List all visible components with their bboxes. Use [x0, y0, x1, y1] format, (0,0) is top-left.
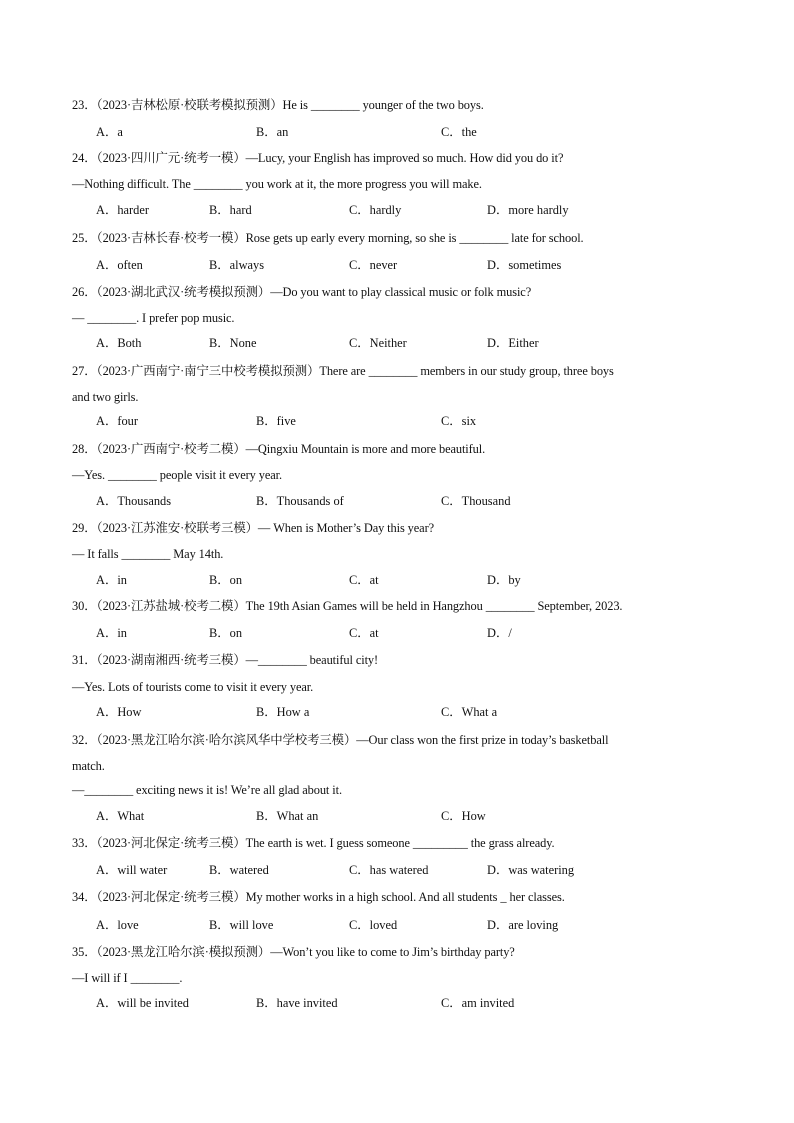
question-stem [72, 835, 555, 851]
question-text: 26．（2023·湖北武汉·统考模拟预测）—Do you want to play classical music or folk music? [72, 285, 532, 299]
answer-blank: ________ [130, 971, 180, 985]
answer-blank: _________ [412, 836, 468, 850]
question-stem [72, 230, 584, 246]
answer-option[interactable]: C．How [441, 809, 486, 823]
answer-blank: ________ [84, 783, 134, 797]
question-text: . [179, 971, 183, 985]
answer-blank: ________ [485, 599, 535, 613]
answer-option[interactable]: B．on [209, 573, 243, 587]
question-text: 24．（2023·四川广元·统考一模）—Lucy, your English has improved so much. How did you do it? [72, 151, 564, 165]
answer-blank: ________ [310, 98, 360, 112]
question-stem [72, 363, 614, 379]
answer-blank: ________ [108, 468, 157, 482]
answer-option[interactable]: A．will be invited [96, 996, 189, 1010]
question-text: 30．（2023·江苏盐城·校考二模）The 19th Asian Games will be held in Hangzhou [72, 599, 486, 613]
question-line [72, 782, 342, 798]
question-stem [72, 598, 622, 614]
answer-blank: ________ [87, 311, 137, 325]
question-text: 35．（2023·黑龙江哈尔滨·模拟预测）—Won’t you like to come to Jim’s birthday party? [72, 945, 515, 959]
answer-blank: ________ [368, 364, 418, 378]
answer-option[interactable]: B．hard [209, 203, 252, 217]
answer-option[interactable]: B．will love [209, 918, 274, 932]
answer-option[interactable]: D．are loving [487, 918, 559, 932]
answer-option[interactable]: C．Thousand [441, 494, 511, 508]
question-text: 34．（2023·河北保定·统考三模）My mother works in a high school. And all students [72, 890, 501, 904]
question-text: her classes. [506, 890, 565, 904]
question-text: 33．（2023·河北保定·统考三模）The earth is wet. I guess someone [72, 836, 413, 850]
question-text: . I prefer pop music. [136, 311, 235, 325]
answer-option[interactable]: D．/ [487, 626, 512, 640]
answer-blank: ________ [257, 653, 307, 667]
answer-option[interactable]: B．an [256, 125, 289, 139]
answer-option[interactable]: B．watered [209, 863, 269, 877]
question-text: match. [72, 759, 105, 773]
question-text: beautiful city! [306, 653, 379, 667]
question-line [72, 546, 223, 562]
question-text: 31．（2023·湖南湘西·统考三模）— [72, 653, 258, 667]
question-stem [72, 889, 565, 905]
answer-option[interactable]: C．hardly [349, 203, 402, 217]
question-text: 28．（2023·广西南宁·校考二模）—Qingxiu Mountain is more and more beautiful. [72, 442, 486, 456]
answer-option[interactable]: C．at [349, 573, 379, 587]
answer-option[interactable]: D．by [487, 573, 521, 587]
answer-option[interactable]: B．None [209, 336, 257, 350]
question-stem [72, 732, 608, 748]
question-text: —Yes. [72, 468, 109, 482]
answer-option[interactable]: C．has watered [349, 863, 429, 877]
question-text: —I will if I [72, 971, 131, 985]
question-text: May 14th. [170, 547, 224, 561]
question-text: you work at it, the more progress you will make. [242, 177, 482, 191]
answer-option[interactable]: C．never [349, 258, 398, 272]
answer-option[interactable]: A．harder [96, 203, 149, 217]
question-line [72, 970, 182, 986]
answer-blank: _ [500, 890, 507, 904]
question-line [72, 310, 234, 326]
question-text: exciting news it is! We’re all glad about it. [133, 783, 342, 797]
answer-option[interactable]: A．will water [96, 863, 168, 877]
question-stem [72, 944, 515, 960]
answer-option[interactable]: C．Neither [349, 336, 407, 350]
answer-option[interactable]: A．Both [96, 336, 142, 350]
answer-option[interactable]: B．have invited [256, 996, 338, 1010]
question-text: — [72, 783, 85, 797]
answer-option[interactable]: A．in [96, 573, 127, 587]
answer-option[interactable]: A．a [96, 125, 123, 139]
answer-option[interactable]: D．sometimes [487, 258, 562, 272]
question-stem [72, 284, 531, 300]
question-stem [72, 520, 434, 536]
question-stem [72, 652, 378, 668]
question-text: 27．（2023·广西南宁·南宁三中校考模拟预测）There are [72, 364, 369, 378]
answer-option[interactable]: A．in [96, 626, 127, 640]
answer-option[interactable]: D．was watering [487, 863, 575, 877]
question-text: members in our study group, three boys [417, 364, 614, 378]
question-text: the grass already. [467, 836, 555, 850]
answer-option[interactable]: C．loved [349, 918, 398, 932]
answer-option[interactable]: C．six [441, 414, 477, 428]
question-text: people visit it every year. [156, 468, 282, 482]
answer-option[interactable]: A．four [96, 414, 138, 428]
answer-option[interactable]: A．How [96, 705, 142, 719]
answer-option[interactable]: B．What an [256, 809, 319, 823]
question-text: late for school. [508, 231, 584, 245]
answer-option[interactable]: A．love [96, 918, 139, 932]
question-stem [72, 150, 563, 166]
question-line [72, 467, 282, 483]
answer-option[interactable]: D．more hardly [487, 203, 569, 217]
question-text: September, 2023. [534, 599, 623, 613]
question-text: — [72, 311, 88, 325]
answer-option[interactable]: B．How a [256, 705, 310, 719]
answer-option[interactable]: A．Thousands [96, 494, 172, 508]
answer-option[interactable]: B．always [209, 258, 265, 272]
question-text: 25．（2023·吉林长春·校考一模）Rose gets up early every morning, so she is [72, 231, 460, 245]
question-line [72, 176, 482, 192]
question-line [72, 389, 138, 405]
question-text: 29．（2023·江苏淮安·校联考三模）— When is Mother’s Day this year? [72, 521, 435, 535]
answer-option[interactable]: C．the [441, 125, 477, 139]
answer-option[interactable]: A．often [96, 258, 143, 272]
question-line [72, 758, 105, 774]
answer-option[interactable]: B．five [256, 414, 296, 428]
question-text: and two girls. [72, 390, 139, 404]
answer-option[interactable]: B．Thousands of [256, 494, 344, 508]
question-text: —Nothing difficult. The [72, 177, 194, 191]
question-line [72, 679, 313, 695]
question-text: 23．（2023·吉林松原·校联考模拟预测）He is [72, 98, 311, 112]
answer-option[interactable]: C．at [349, 626, 379, 640]
question-text: —Yes. Lots of tourists come to visit it every year. [72, 680, 314, 694]
answer-option[interactable]: C．What a [441, 705, 498, 719]
answer-option[interactable]: A．What [96, 809, 145, 823]
question-stem [72, 441, 485, 457]
answer-blank: ________ [193, 177, 243, 191]
question-stem [72, 97, 484, 113]
answer-blank: ________ [459, 231, 509, 245]
answer-blank: ________ [121, 547, 171, 561]
answer-option[interactable]: C．am invited [441, 996, 515, 1010]
question-text: 32．（2023·黑龙江哈尔滨·哈尔滨风华中学校考三模）—Our class won the first prize in today’s basketball [72, 733, 609, 747]
answer-option[interactable]: D．Either [487, 336, 539, 350]
question-text: — It falls [72, 547, 122, 561]
answer-option[interactable]: B．on [209, 626, 243, 640]
question-text: younger of the two boys. [359, 98, 484, 112]
